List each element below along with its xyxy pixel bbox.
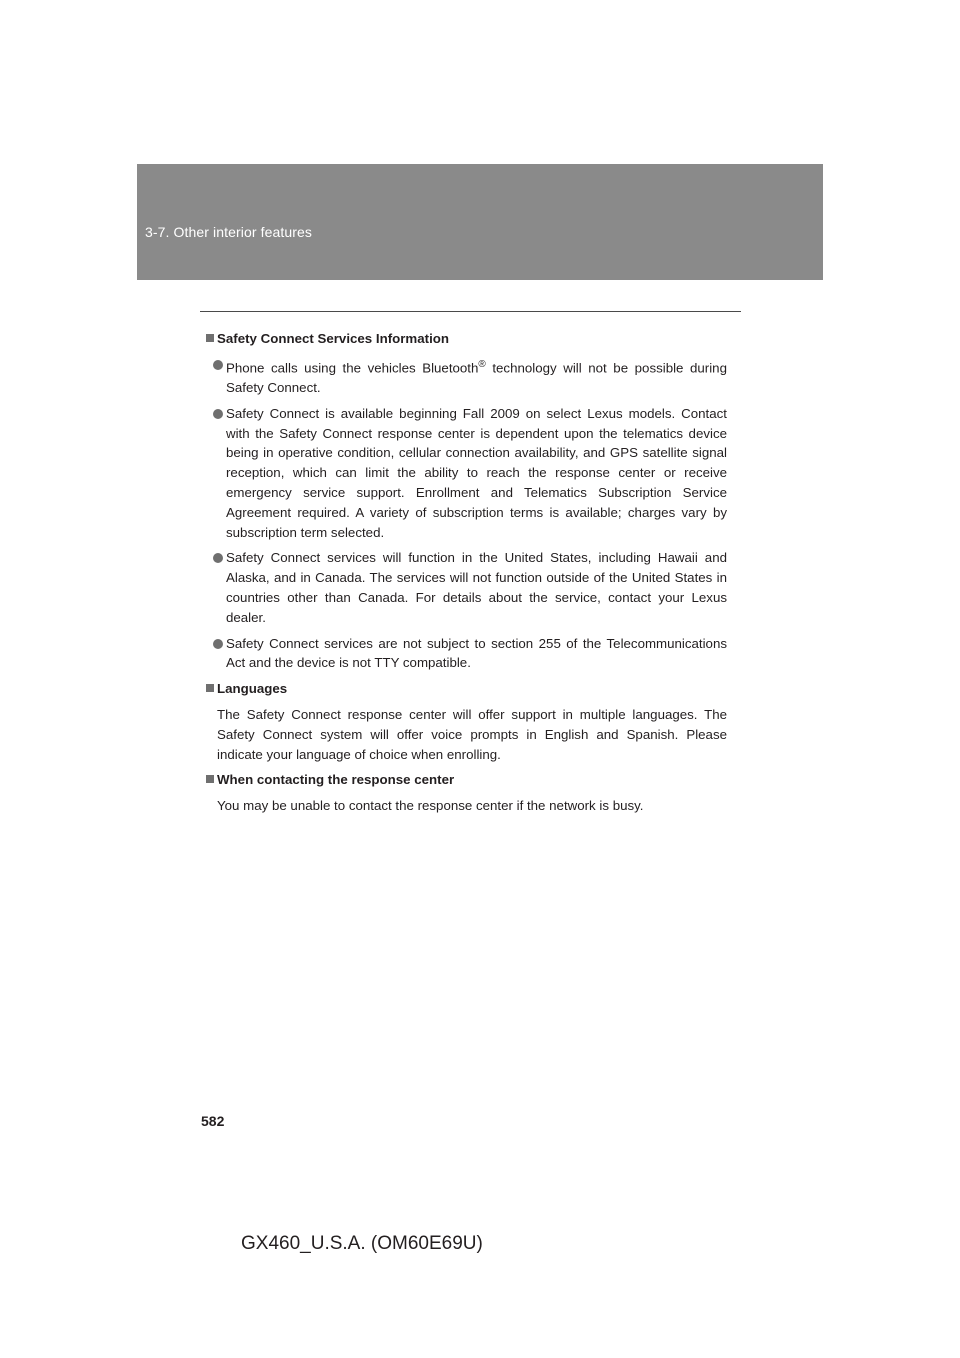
heading-text: Languages <box>217 681 288 697</box>
page-content <box>206 329 727 822</box>
heading-languages <box>206 679 727 699</box>
bullet-bluetooth <box>206 355 727 398</box>
square-bullet-icon <box>206 775 214 783</box>
languages-body: The Safety Connect response center will offer support in multiple languages. The Safety Connect system will offer voice prompts in English and Spanish. Please indicate your language of choice when enrolling. <box>217 706 727 762</box>
circle-bullet-icon <box>213 409 223 419</box>
heading-text: Safety Connect Services Information <box>217 331 450 346</box>
bullet-text-before: Phone calls using the vehicles Bluetooth <box>226 360 479 376</box>
model-code: GX460_U.S.A. (OM60E69U) <box>241 1233 483 1254</box>
page-number: 582 <box>201 1113 225 1129</box>
heading-contacting-center <box>206 770 727 790</box>
circle-bullet-icon <box>213 639 223 649</box>
contacting-body: You may be unable to contact the response center if the network is busy. <box>217 798 644 814</box>
square-bullet-icon <box>206 334 214 342</box>
bullet-availability <box>206 404 727 543</box>
circle-bullet-icon <box>213 360 223 370</box>
bullet-text: Safety Connect services are not subject to section 255 of the Telecommunications Act and the device is not TTY compatible. <box>226 635 727 671</box>
bullet-text: Safety Connect is available beginning Fall 2009 on select Lexus models. Contact with the Safety Connect response center is dependent upon the telematics device being in operative condition, cellular connection availability, and GPS satellite signal reception, which can limit the ability to reach the response center or receive emergency service support. Enrollment and Telematics Subscription Service Agreement required. A variety of subscription terms is available; charges vary by subscription term selected. <box>226 405 727 540</box>
heading-text: When contacting the response center <box>217 772 455 788</box>
bullet-telecom-act <box>206 634 727 674</box>
bullet-text-after: technology will not be possible during Safety Connect. <box>226 360 727 396</box>
bullet-text: Safety Connect services will function in the United States, including Hawaii and Alaska, and in Canada. The services will not function outside of the United States in countries other than Canada. For details about the service, contact your Lexus dealer. <box>226 550 727 625</box>
bullet-coverage <box>206 548 727 627</box>
circle-bullet-icon <box>213 553 223 563</box>
heading-safety-connect-info <box>206 329 727 349</box>
section-label: 3-7. Other interior features <box>145 224 312 240</box>
header-band <box>137 164 823 280</box>
registered-mark: ® <box>478 358 486 370</box>
square-bullet-icon <box>206 684 214 692</box>
divider-rule <box>200 311 741 312</box>
